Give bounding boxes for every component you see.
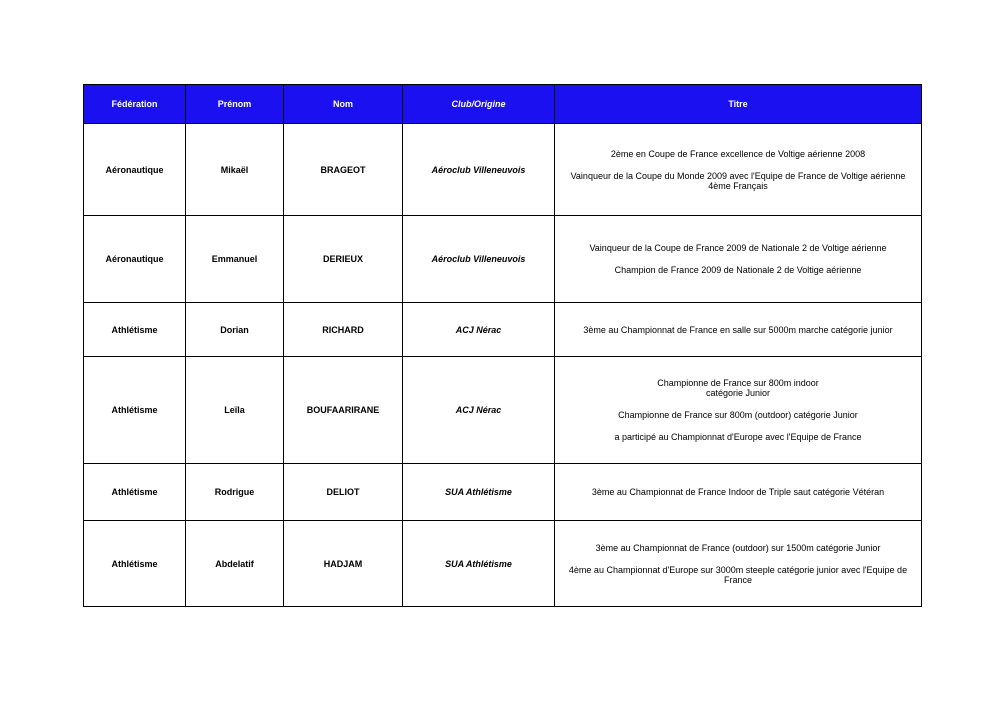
table-row: [84, 357, 922, 464]
cell-club: ACJ Nérac: [403, 357, 555, 464]
cell-titre: [555, 357, 922, 464]
titre-line: Vainqueur de la Coupe du Monde 2009 avec l'Equipe de France de Voltige aérienne 4ème Français: [570, 170, 906, 191]
header-club: Club/Origine: [403, 85, 555, 124]
cell-titre: [555, 303, 922, 357]
titre-line: Champion de France 2009 de Nationale 2 de Voltige aérienne: [614, 265, 862, 275]
cell-prenom: Mikaël: [186, 124, 284, 216]
cell-titre: [555, 521, 922, 607]
header-prenom: Prénom: [186, 85, 284, 124]
titre-line: 3ème au Championnat de France Indoor de Triple saut catégorie Vétéran: [591, 487, 885, 497]
table-row: [84, 521, 922, 607]
cell-nom: BRAGEOT: [284, 124, 403, 216]
titre-line: Vainqueur de la Coupe de France 2009 de Nationale 2 de Voltige aérienne: [589, 243, 887, 253]
cell-nom: RICHARD: [284, 303, 403, 357]
cell-titre: [555, 124, 922, 216]
cell-prenom: Leïla: [186, 357, 284, 464]
cell-federation: Athlétisme: [84, 357, 186, 464]
results-table: [83, 84, 922, 607]
table-row: [84, 216, 922, 303]
header-titre: Titre: [555, 85, 922, 124]
cell-nom: BOUFAARIRANE: [284, 357, 403, 464]
header-federation: Fédération: [84, 85, 186, 124]
cell-club: ACJ Nérac: [403, 303, 555, 357]
table-row: [84, 303, 922, 357]
cell-federation: Aéronautique: [84, 216, 186, 303]
cell-club: Aéroclub Villeneuvois: [403, 216, 555, 303]
cell-federation: Athlétisme: [84, 464, 186, 521]
titre-line: 4ème au Championnat d'Europe sur 3000m steeple catégorie junior avec l'Equipe de France: [568, 564, 908, 585]
cell-club: SUA Athlétisme: [403, 521, 555, 607]
titre-line: Championne de France sur 800m (outdoor) catégorie Junior: [618, 410, 858, 420]
cell-club: SUA Athlétisme: [403, 464, 555, 521]
cell-federation: Aéronautique: [84, 124, 186, 216]
titre-line: Championne de France sur 800m indoor catégorie Junior: [657, 378, 819, 398]
cell-club: Aéroclub Villeneuvois: [403, 124, 555, 216]
cell-titre: [555, 464, 922, 521]
cell-nom: DELIOT: [284, 464, 403, 521]
cell-prenom: Abdelatif: [186, 521, 284, 607]
table-row: [84, 464, 922, 521]
cell-nom: HADJAM: [284, 521, 403, 607]
header-row: [84, 85, 922, 124]
cell-titre: [555, 216, 922, 303]
cell-prenom: Rodrigue: [186, 464, 284, 521]
table-row: [84, 124, 922, 216]
cell-prenom: Dorian: [186, 303, 284, 357]
header-nom: Nom: [284, 85, 403, 124]
titre-line: a participé au Championnat d'Europe avec l'Equipe de France: [614, 432, 862, 442]
cell-prenom: Emmanuel: [186, 216, 284, 303]
titre-line: 2ème en Coupe de France excellence de Voltige aérienne 2008: [610, 148, 866, 159]
cell-federation: Athlétisme: [84, 303, 186, 357]
titre-line: 3ème au Championnat de France en salle sur 5000m marche catégorie junior: [583, 324, 893, 335]
cell-nom: DERIEUX: [284, 216, 403, 303]
cell-federation: Athlétisme: [84, 521, 186, 607]
titre-line: 3ème au Championnat de France (outdoor) sur 1500m catégorie Junior: [595, 542, 881, 553]
